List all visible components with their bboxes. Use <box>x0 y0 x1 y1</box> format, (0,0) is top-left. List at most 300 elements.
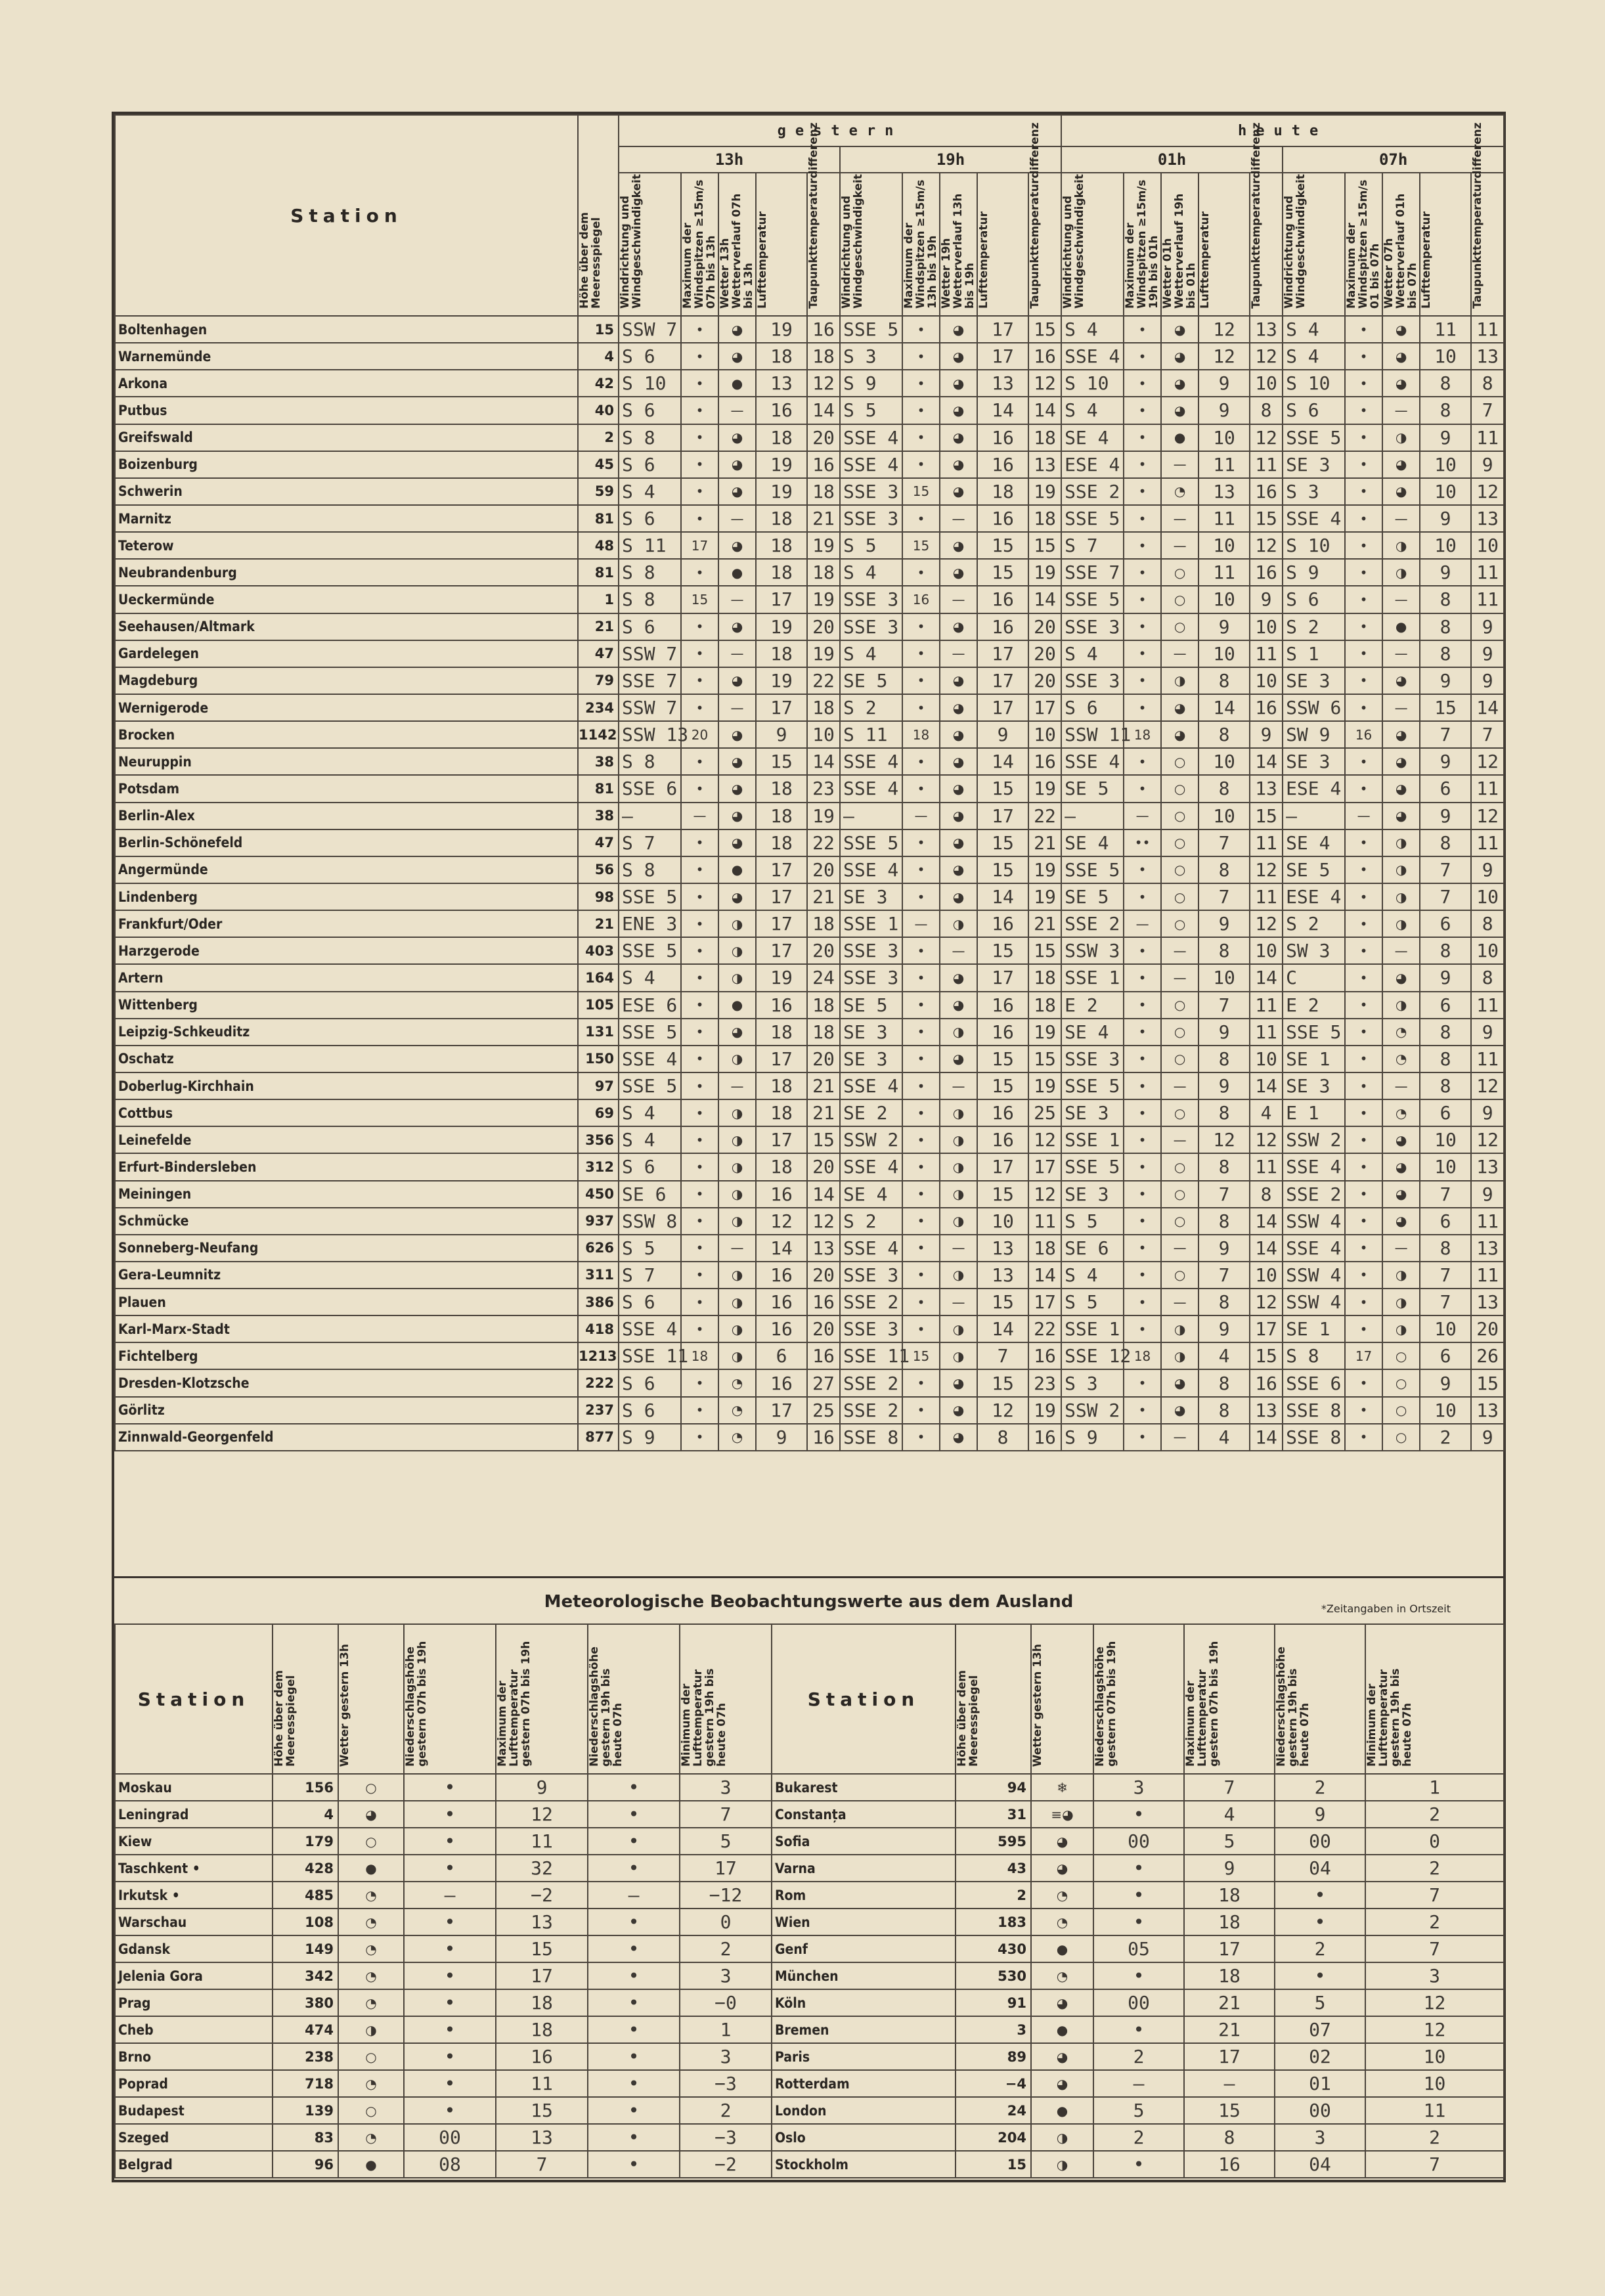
gust-cell: • <box>902 667 940 694</box>
ausland-weather: ◔ <box>338 1962 404 1989</box>
dewpoint-cell: 11 <box>1471 316 1504 343</box>
sub-header-0-3 <box>756 173 807 316</box>
wind-cell: S 11 <box>840 721 902 748</box>
temp-cell: 4 <box>1198 1424 1250 1451</box>
weather-cell: ◑ <box>1382 910 1420 937</box>
temp-cell: 8 <box>1420 937 1471 964</box>
dewpoint-cell: 23 <box>807 775 840 802</box>
wind-cell: SSE 3 <box>840 1315 902 1342</box>
gust-cell: • <box>902 1153 940 1180</box>
dewpoint-cell: 20 <box>807 937 840 964</box>
ausland-weather: ≡◕ <box>1031 1801 1093 1828</box>
ausland-precip-night: — <box>588 1882 680 1909</box>
ausland-max-temp: 12 <box>496 1801 588 1828</box>
weather-cell: ◕ <box>940 775 977 802</box>
ausland-precip-day: • <box>404 1935 496 1962</box>
weather-cell: ◕ <box>1382 451 1420 478</box>
ausland-precip-day: • <box>1093 1962 1184 1989</box>
gust-cell: • <box>1345 559 1382 586</box>
station-name: Arkona <box>115 370 578 397</box>
gust-cell: • <box>681 1072 718 1099</box>
temp-cell: 6 <box>1420 1208 1471 1235</box>
weather-cell: ◕ <box>718 667 756 694</box>
dewpoint-cell: 12 <box>1250 424 1283 451</box>
ausland-precip-day: • <box>404 1801 496 1828</box>
wind-cell: SSE 5 <box>619 937 681 964</box>
table-row <box>115 2124 1504 2151</box>
ausland-precip-night: • <box>588 2043 680 2070</box>
dewpoint-cell: 12 <box>1250 1126 1283 1153</box>
ausland-precip-day: • <box>404 1828 496 1855</box>
dewpoint-cell: 11 <box>1471 424 1504 451</box>
temp-cell: 16 <box>977 424 1028 451</box>
gust-cell: • <box>902 1397 940 1424</box>
ausland-station-name: Warschau <box>115 1909 273 1935</box>
temp-cell: 6 <box>1420 992 1471 1019</box>
ausland-station-name: Prag <box>115 1989 273 2016</box>
gust-cell: • <box>1124 559 1161 586</box>
gust-cell: • <box>902 964 940 991</box>
weather-cell: — <box>1161 1289 1198 1315</box>
weather-cell: ◑ <box>1382 424 1420 451</box>
weather-cell: — <box>1161 1126 1198 1153</box>
temp-cell: 15 <box>977 1289 1028 1315</box>
weather-cell: ◕ <box>940 478 977 505</box>
wind-cell: S 8 <box>1283 1342 1345 1369</box>
weather-cell: — <box>1382 694 1420 721</box>
gust-cell: • <box>1124 1099 1161 1126</box>
station-name: Dresden-Klotzsche <box>115 1369 578 1396</box>
sub-header-0-4 <box>807 122 840 316</box>
weather-cell: ○ <box>1161 1181 1198 1208</box>
weather-cell: ◑ <box>940 1099 977 1126</box>
sub-header-text: Windrichtung und Windgeschwindigkeit <box>1283 174 1308 309</box>
temp-cell: 9 <box>1198 1315 1250 1342</box>
ausland-col-header-left-2 <box>404 1624 496 1774</box>
temp-cell: 17 <box>756 910 807 937</box>
sub-header-text: Lufttemperatur <box>1420 211 1434 309</box>
dewpoint-cell: 9 <box>1471 451 1504 478</box>
weather-cell: ◔ <box>1382 1099 1420 1126</box>
station-height: 69 <box>578 1099 619 1126</box>
table-row <box>115 1801 1504 1828</box>
weather-cell: ◔ <box>1382 1019 1420 1046</box>
weather-cell: ◕ <box>718 316 756 343</box>
wind-cell: SSW 7 <box>619 694 681 721</box>
weather-cell: ◑ <box>718 1181 756 1208</box>
gust-cell: — <box>902 803 940 829</box>
ausland-height: 91 <box>956 1989 1031 2016</box>
station-height: 311 <box>578 1262 619 1289</box>
gust-cell: • <box>1124 424 1161 451</box>
sub-header-text: Taupunkttemperaturdifferenz <box>1028 122 1042 309</box>
gust-cell: • <box>681 910 718 937</box>
station-name: Wernigerode <box>115 694 578 721</box>
wind-cell: SSE 5 <box>840 829 902 856</box>
weather-cell: ◑ <box>1382 532 1420 559</box>
dewpoint-cell: 14 <box>807 748 840 775</box>
sub-header-text: Lufttemperatur <box>756 211 769 309</box>
wind-cell: S 9 <box>840 370 902 397</box>
dewpoint-cell: 20 <box>807 856 840 883</box>
wind-cell: E 2 <box>1061 992 1124 1019</box>
wind-cell: S 8 <box>619 559 681 586</box>
ausland-col-header-left-4 <box>588 1624 680 1774</box>
temp-cell: 10 <box>1420 478 1471 505</box>
dewpoint-cell: 19 <box>1028 1397 1061 1424</box>
gust-cell: • <box>1345 1424 1382 1451</box>
ausland-col-header-text: Niederschlagshöhe gestern 07h bis 19h <box>1093 1641 1118 1767</box>
dewpoint-cell: 16 <box>807 316 840 343</box>
sub-header-text: Windrichtung und Windgeschwindigkeit <box>1061 174 1087 309</box>
gust-cell: • <box>681 667 718 694</box>
gust-cell: • <box>902 992 940 1019</box>
temp-cell: 9 <box>1420 667 1471 694</box>
gust-cell: • <box>902 316 940 343</box>
ausland-station-name: Rom <box>772 1882 956 1909</box>
dewpoint-cell: 11 <box>1250 992 1283 1019</box>
gust-cell: 15 <box>681 586 718 613</box>
ausland-max-temp: 18 <box>1184 1962 1275 1989</box>
temp-cell: 14 <box>977 397 1028 424</box>
weather-cell: ◑ <box>940 910 977 937</box>
ausland-station-name: Köln <box>772 1989 956 2016</box>
weather-cell: ◑ <box>940 1153 977 1180</box>
temp-cell: 12 <box>1198 316 1250 343</box>
weather-cell: ● <box>718 559 756 586</box>
dewpoint-cell: 11 <box>1471 1262 1504 1289</box>
temp-cell: 15 <box>977 559 1028 586</box>
ausland-weather: ● <box>338 2151 404 2178</box>
gust-cell: • <box>1124 1153 1161 1180</box>
wind-cell: — <box>1061 803 1124 829</box>
wind-cell: S 4 <box>619 478 681 505</box>
wind-cell: S 9 <box>1283 559 1345 586</box>
dewpoint-cell: 13 <box>1250 1397 1283 1424</box>
gust-cell: • <box>1345 640 1382 667</box>
ausland-station-name: Oslo <box>772 2124 956 2151</box>
temp-cell: 16 <box>977 505 1028 532</box>
dewpoint-cell: 14 <box>1250 748 1283 775</box>
weather-cell: ◕ <box>940 397 977 424</box>
table-row <box>115 721 1504 748</box>
ausland-precip-night: 02 <box>1275 2043 1365 2070</box>
station-name: Karl-Marx-Stadt <box>115 1315 578 1342</box>
temp-cell: 9 <box>1420 1369 1471 1396</box>
dewpoint-cell: 24 <box>807 964 840 991</box>
gust-cell: • <box>681 1424 718 1451</box>
gust-cell: • <box>1124 640 1161 667</box>
station-height: 150 <box>578 1046 619 1072</box>
temp-cell: 14 <box>756 1235 807 1262</box>
temp-cell: 9 <box>1420 803 1471 829</box>
ausland-height: 3 <box>956 2016 1031 2043</box>
ausland-height: 530 <box>956 1962 1031 1989</box>
wind-cell: SE 1 <box>1283 1046 1345 1072</box>
weather-cell: ◕ <box>940 451 977 478</box>
wind-cell: S 10 <box>1283 370 1345 397</box>
weather-cell: ◕ <box>940 370 977 397</box>
temp-cell: 17 <box>977 667 1028 694</box>
wind-cell: SSW 2 <box>840 1126 902 1153</box>
ausland-table <box>114 1623 1505 2178</box>
dewpoint-cell: 16 <box>807 1289 840 1315</box>
sub-header-text: Maximum der Windspitzen ≥15m/s 07h bis 13h <box>681 179 718 309</box>
wind-cell: S 3 <box>1283 478 1345 505</box>
dewpoint-cell: 20 <box>1471 1315 1504 1342</box>
dewpoint-cell: 12 <box>1250 1289 1283 1315</box>
table-row <box>115 883 1504 910</box>
ausland-height: 718 <box>273 2070 338 2097</box>
dewpoint-cell: 9 <box>1471 856 1504 883</box>
weather-cell: ◕ <box>1161 1369 1198 1396</box>
weather-cell: ○ <box>1161 559 1198 586</box>
sub-header-3-2 <box>1382 173 1420 316</box>
ausland-weather: ○ <box>338 1774 404 1801</box>
gust-cell: • <box>681 1099 718 1126</box>
dewpoint-cell: 15 <box>1028 1046 1061 1072</box>
wind-cell: S 6 <box>619 505 681 532</box>
temp-cell: 18 <box>756 640 807 667</box>
station-name: Putbus <box>115 397 578 424</box>
temp-cell: 9 <box>1420 748 1471 775</box>
temp-cell: 16 <box>977 1099 1028 1126</box>
dewpoint-cell: 11 <box>1471 992 1504 1019</box>
ausland-col-header-text: Wetter gestern 13h <box>338 1643 351 1767</box>
temp-cell: 7 <box>1198 992 1250 1019</box>
station-name: Teterow <box>115 532 578 559</box>
ausland-precip-day: • <box>1093 2016 1184 2043</box>
wind-cell: SSW 11 <box>1061 721 1124 748</box>
ausland-max-temp: 15 <box>496 1935 588 1962</box>
sub-header-2-2 <box>1161 173 1198 316</box>
dewpoint-cell: 16 <box>1028 748 1061 775</box>
sub-header-text: Wetter 19h Wetterverlauf 13h bis 19h <box>940 193 977 309</box>
ausland-max-temp: 17 <box>496 1962 588 1989</box>
wind-cell: SSE 4 <box>1283 1153 1345 1180</box>
wind-cell: S 6 <box>619 613 681 640</box>
temp-cell: 8 <box>1420 1072 1471 1099</box>
gust-cell: • <box>1124 1397 1161 1424</box>
wind-cell: SSE 2 <box>1061 910 1124 937</box>
dewpoint-cell: 10 <box>1250 1262 1283 1289</box>
wind-cell: SSE 1 <box>1061 1126 1124 1153</box>
dewpoint-cell: 20 <box>807 1315 840 1342</box>
station-height: 48 <box>578 532 619 559</box>
weather-cell: ◕ <box>1161 1397 1198 1424</box>
weather-cell: ◕ <box>940 1397 977 1424</box>
wind-cell: S 6 <box>619 1369 681 1396</box>
station-height: 81 <box>578 559 619 586</box>
wind-cell: S 6 <box>619 1397 681 1424</box>
wind-cell: SSE 4 <box>840 775 902 802</box>
dewpoint-cell: 11 <box>1028 1208 1061 1235</box>
ausland-min-temp: 1 <box>1365 1774 1504 1801</box>
temp-cell: 13 <box>977 370 1028 397</box>
dewpoint-cell: 14 <box>1250 1072 1283 1099</box>
gust-cell: • <box>1124 667 1161 694</box>
ausland-col-header-left-1 <box>338 1624 404 1774</box>
dewpoint-cell: 20 <box>807 1153 840 1180</box>
dewpoint-cell: 13 <box>807 1235 840 1262</box>
sub-header-3-3 <box>1420 173 1471 316</box>
weather-cell: ◕ <box>940 829 977 856</box>
temp-cell: 8 <box>1420 370 1471 397</box>
ausland-weather: ❄ <box>1031 1774 1093 1801</box>
temp-cell: 16 <box>756 1181 807 1208</box>
table-row <box>115 1935 1504 1962</box>
gust-cell: • <box>902 748 940 775</box>
temp-cell: 10 <box>1198 964 1250 991</box>
inland-table <box>114 114 1505 1451</box>
station-name: Meiningen <box>115 1181 578 1208</box>
station-height: 450 <box>578 1181 619 1208</box>
sub-header-1-0 <box>840 173 902 316</box>
ausland-height: 156 <box>273 1774 338 1801</box>
sub-header-2-1 <box>1124 173 1161 316</box>
wind-cell: SSE 12 <box>1061 1342 1124 1369</box>
sub-header-text: Windrichtung und Windgeschwindigkeit <box>840 174 865 309</box>
wind-cell: SSE 5 <box>1283 1019 1345 1046</box>
gust-cell: • <box>681 1126 718 1153</box>
blank-area <box>114 1451 1503 1578</box>
ausland-precip-day: — <box>1093 2070 1184 2097</box>
ausland-precip-night: • <box>588 1855 680 1882</box>
ausland-precip-night: 2 <box>1275 1774 1365 1801</box>
weather-cell: ◕ <box>718 721 756 748</box>
dewpoint-cell: 14 <box>1250 1208 1283 1235</box>
dewpoint-cell: 14 <box>1028 1262 1061 1289</box>
temp-cell: 10 <box>1198 748 1250 775</box>
gust-cell: • <box>681 883 718 910</box>
station-height: 164 <box>578 964 619 991</box>
dewpoint-cell: 10 <box>807 721 840 748</box>
table-row <box>115 1208 1504 1235</box>
ausland-col-header-left-5 <box>680 1624 772 1774</box>
station-name: Artern <box>115 964 578 991</box>
ausland-height: 2 <box>956 1882 1031 1909</box>
wind-cell: SE 5 <box>1283 856 1345 883</box>
gust-cell: • <box>681 1235 718 1262</box>
wind-cell: SSE 11 <box>840 1342 902 1369</box>
gust-cell: • <box>902 1315 940 1342</box>
ausland-precip-day: 5 <box>1093 2097 1184 2124</box>
dewpoint-cell: 12 <box>1250 532 1283 559</box>
table-row <box>115 1855 1504 1882</box>
ausland-min-temp: 0 <box>680 1909 772 1935</box>
gust-cell: • <box>1345 937 1382 964</box>
weather-cell: — <box>718 397 756 424</box>
gust-cell: • <box>1345 829 1382 856</box>
station-height: 877 <box>578 1424 619 1451</box>
wind-cell: S 8 <box>619 424 681 451</box>
gust-cell: — <box>1124 910 1161 937</box>
station-height: 403 <box>578 937 619 964</box>
ausland-min-temp: 7 <box>1365 1882 1504 1909</box>
temp-cell: 13 <box>977 1235 1028 1262</box>
ausland-col-header-right-0 <box>956 1624 1031 1774</box>
ausland-precip-night: 2 <box>1275 1935 1365 1962</box>
weather-cell: ◑ <box>718 1315 756 1342</box>
wind-cell: SE 1 <box>1283 1315 1345 1342</box>
weather-cell: — <box>940 1072 977 1099</box>
temp-cell: 9 <box>1198 1072 1250 1099</box>
temp-cell: 9 <box>1420 559 1471 586</box>
gust-cell: • <box>1124 1369 1161 1396</box>
temp-cell: 15 <box>977 856 1028 883</box>
temp-cell: 12 <box>756 1208 807 1235</box>
ausland-max-temp: 16 <box>1184 2151 1275 2178</box>
temp-cell: 6 <box>1420 775 1471 802</box>
sub-header-2-4 <box>1250 122 1283 316</box>
dewpoint-cell: 19 <box>1028 1019 1061 1046</box>
ausland-precip-night: • <box>588 2124 680 2151</box>
dewpoint-cell: 19 <box>1028 559 1061 586</box>
gust-cell: • <box>1345 505 1382 532</box>
wind-cell: SSE 5 <box>1061 1153 1124 1180</box>
station-height: 42 <box>578 370 619 397</box>
wind-cell: SSE 3 <box>1061 613 1124 640</box>
weather-cell: — <box>1161 1424 1198 1451</box>
station-name: Boltenhagen <box>115 316 578 343</box>
gust-cell: • <box>681 613 718 640</box>
weather-cell: ◕ <box>1382 370 1420 397</box>
weather-cell: ◕ <box>718 343 756 370</box>
wind-cell: SE 5 <box>840 667 902 694</box>
station-name: Gera-Leumnitz <box>115 1262 578 1289</box>
weather-cell: ○ <box>1161 1262 1198 1289</box>
wind-cell: SSE 4 <box>840 856 902 883</box>
temp-cell: 11 <box>1420 316 1471 343</box>
table-row <box>115 397 1504 424</box>
temp-cell: 8 <box>1420 1046 1471 1072</box>
temp-cell: 19 <box>756 451 807 478</box>
table-row <box>115 1019 1504 1046</box>
station-height: 81 <box>578 775 619 802</box>
ausland-col-header-text: Niederschlagshöhe gestern 19h bis heute 07h <box>588 1646 625 1767</box>
gust-cell: • <box>1124 613 1161 640</box>
gust-cell: • <box>681 775 718 802</box>
ausland-station-name: Sofia <box>772 1828 956 1855</box>
weather-cell: ◕ <box>940 1424 977 1451</box>
station-name: Doberlug-Kirchhain <box>115 1072 578 1099</box>
temp-cell: 6 <box>1420 910 1471 937</box>
table-row <box>115 478 1504 505</box>
gust-cell: • <box>681 1315 718 1342</box>
gust-cell: • <box>1345 1153 1382 1180</box>
temp-cell: 19 <box>756 964 807 991</box>
gust-cell: 15 <box>902 478 940 505</box>
table-row <box>115 343 1504 370</box>
wind-cell: SE 3 <box>1283 667 1345 694</box>
gust-cell: • <box>1345 586 1382 613</box>
temp-cell: 18 <box>756 829 807 856</box>
ausland-max-temp: 7 <box>496 2151 588 2178</box>
station-name: Greifswald <box>115 424 578 451</box>
ausland-station-name: Budapest <box>115 2097 273 2124</box>
wind-cell: S 6 <box>619 343 681 370</box>
dewpoint-cell: 4 <box>1250 1099 1283 1126</box>
ausland-height: 96 <box>273 2151 338 2178</box>
gust-cell: • <box>1345 694 1382 721</box>
station-name: Erfurt-Bindersleben <box>115 1153 578 1180</box>
station-name: Görlitz <box>115 1397 578 1424</box>
table-row <box>115 1126 1504 1153</box>
weather-cell: ◕ <box>1161 370 1198 397</box>
temp-cell: 16 <box>756 1262 807 1289</box>
temp-cell: 19 <box>756 478 807 505</box>
temp-cell: 8 <box>1420 1019 1471 1046</box>
